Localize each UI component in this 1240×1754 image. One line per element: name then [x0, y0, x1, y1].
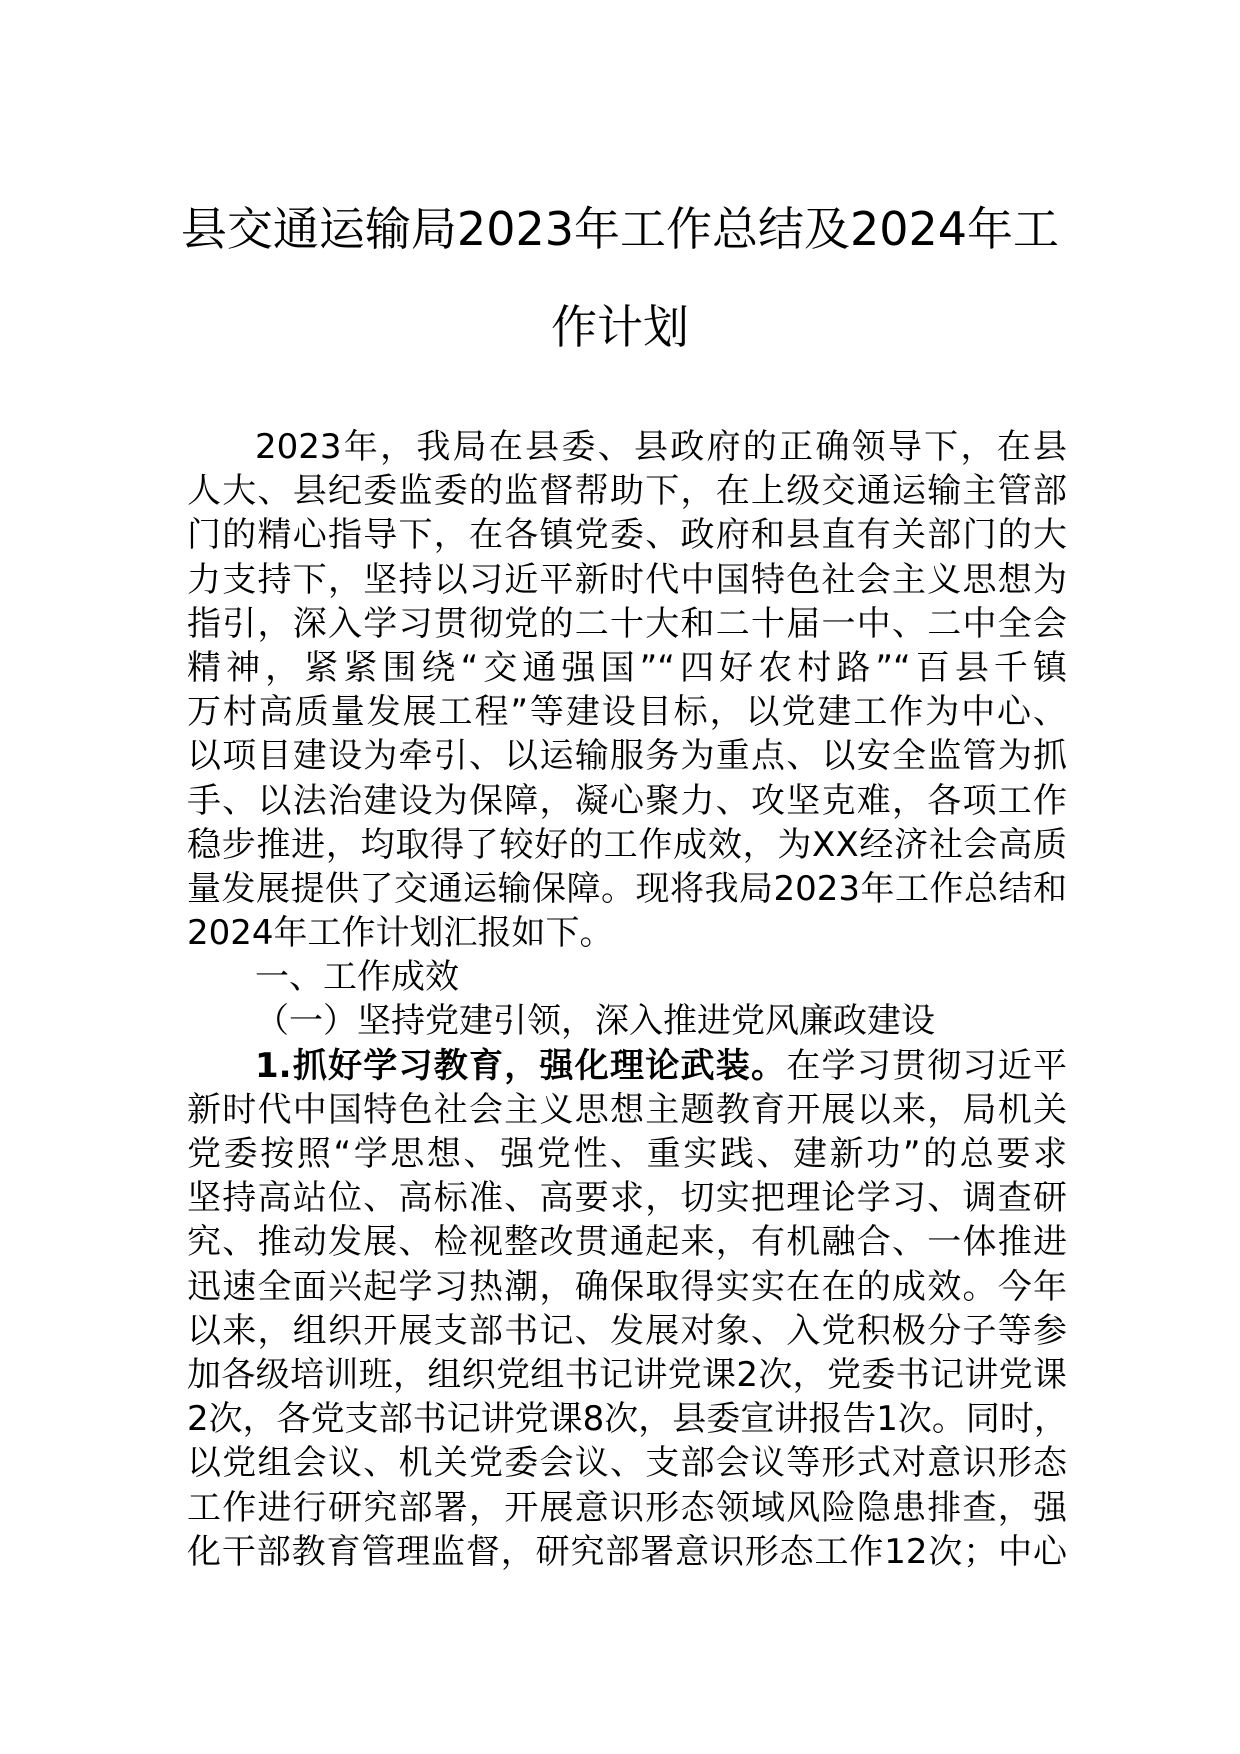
intro-line: 稳步推进，均取得了较好的工作成效，为XX经济社会高质 — [187, 824, 1067, 865]
intro-line: 量发展提供了交通运输保障。现将我局2023年工作总结和 — [187, 868, 1067, 909]
item1-line: 究、推动发展、检视整改贯通起来，有机融合、一体推进 — [187, 1222, 1067, 1263]
item1-line: 坚持高站位、高标准、高要求，切实把理论学习、调查研 — [187, 1178, 1067, 1219]
subsection-heading: （一）坚持党建引领，深入推进党风廉政建设 — [255, 1001, 935, 1042]
item1-line: 新时代中国特色社会主义思想主题教育开展以来，局机关 — [187, 1089, 1067, 1130]
item1-line: 以来，组织开展支部书记、发展对象、入党积极分子等参 — [187, 1310, 1067, 1351]
intro-line: 门的精心指导下，在各镇党委、政府和县直有关部门的大 — [187, 515, 1067, 556]
section-heading: 一、工作成效 — [255, 957, 459, 998]
intro-line: 力支持下，坚持以习近平新时代中国特色社会主义思想为 — [187, 559, 1067, 600]
item1-line: 迅速全面兴起学习热潮，确保取得实实在在的成效。今年 — [187, 1266, 1067, 1307]
item1-first-rest: 在学习贯彻习近平 — [786, 1045, 1068, 1086]
intro-line: 手、以法治建设为保障，凝心聚力、攻坚克难，各项工作 — [187, 780, 1067, 821]
document-body — [187, 425, 1067, 1574]
item1-line: 以党组会议、机关党委会议、支部会议等形式对意识形态 — [187, 1443, 1067, 1484]
item1-line: 2次，各党支部书记讲党课8次，县委宣讲报告1次。同时， — [187, 1399, 1068, 1440]
title-line-1: 县交通运输局2023年工作总结及2024年工 — [180, 202, 1060, 256]
intro-line: 人大、县纪委监委的监督帮助下，在上级交通运输主管部 — [187, 471, 1067, 512]
title-line-2: 作计划 — [551, 300, 689, 354]
intro-line: 精神，紧紧围绕“交通强国”“四好农村路”“百县千镇 — [187, 647, 1067, 688]
item1-line: 加各级培训班，组织党组书记讲党课2次，党委书记讲党课 — [187, 1354, 1067, 1395]
intro-line: 2024年工作计划汇报如下。 — [187, 913, 614, 954]
item1-line: 工作进行研究部署，开展意识形态领域风险隐患排查，强 — [187, 1487, 1067, 1528]
item1-line: 党委按照“学思想、强党性、重实践、建新功”的总要求 — [187, 1134, 1067, 1174]
intro-line: 指引，深入学习贯彻党的二十大和二十届一中、二中全会 — [187, 603, 1067, 644]
item1-line: 化干部教育管理监督，研究部署意识形态工作12次；中心 — [187, 1531, 1067, 1572]
item1-lead: 1.抓好学习教育，强化理论武装。 — [255, 1045, 787, 1086]
document-title — [150, 180, 1090, 376]
intro-line: 以项目建设为牵引、以运输服务为重点、以安全监管为抓 — [187, 736, 1067, 777]
intro-line: 2023年，我局在县委、县政府的正确领导下，在县 — [255, 427, 1067, 467]
item1-first-line — [187, 1044, 1067, 1088]
intro-line: 万村高质量发展工程”等建设目标，以党建工作为中心、 — [187, 692, 1067, 733]
